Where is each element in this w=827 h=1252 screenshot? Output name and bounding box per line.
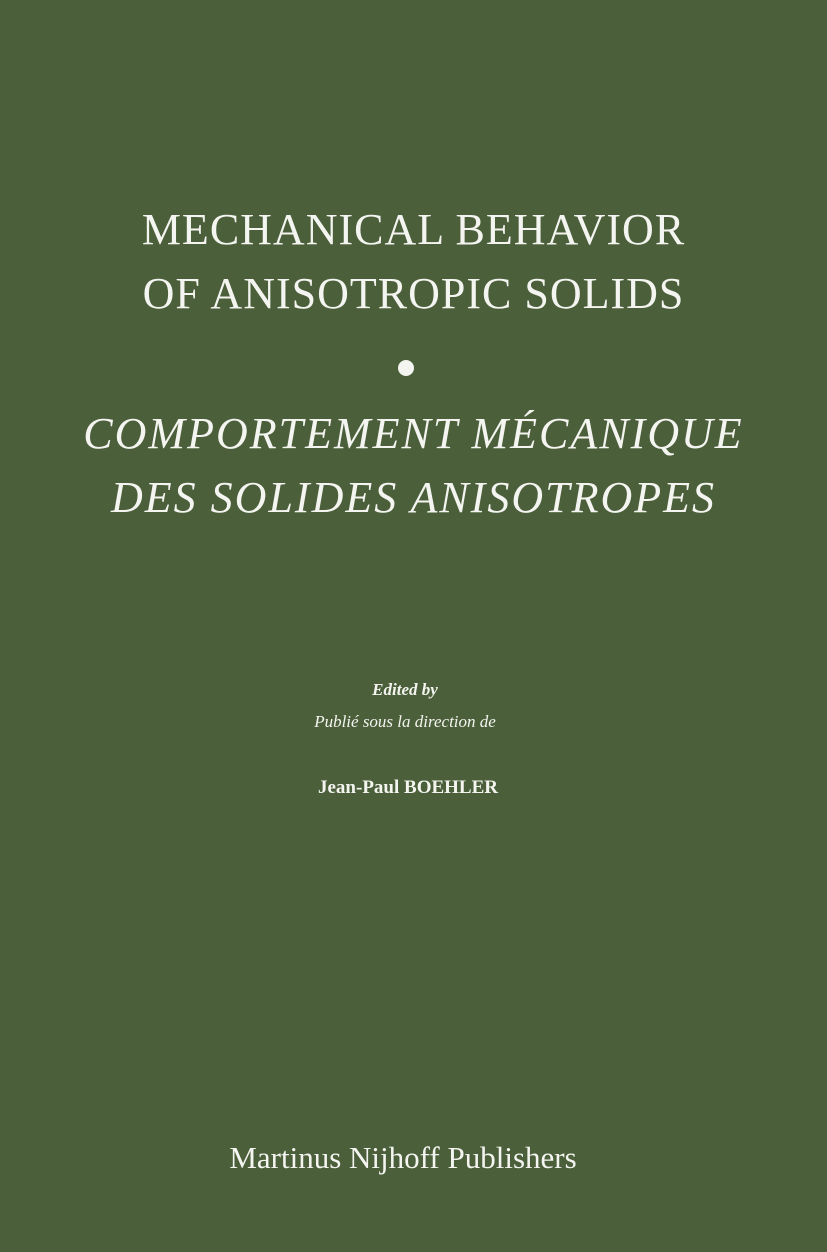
title-english-line-2: OF ANISOTROPIC SOLIDS [142, 269, 685, 318]
title-english [0, 198, 827, 326]
publie-label: Publié sous la direction de [314, 712, 496, 731]
title-english-line-1: MECHANICAL BEHAVIOR [141, 205, 686, 254]
title-french-line-2: DES SOLIDES ANISOTROPES [111, 473, 716, 522]
editor-name: Jean-Paul BOEHLER [318, 777, 498, 798]
bullet-separator-icon [398, 360, 414, 376]
title-french [0, 402, 827, 530]
publisher-name: Martinus Nijhoff Publishers [229, 1140, 577, 1175]
title-french-line-1: COMPORTEMENT MÉCANIQUE [83, 409, 744, 458]
edited-by-label: Edited by [372, 680, 438, 699]
